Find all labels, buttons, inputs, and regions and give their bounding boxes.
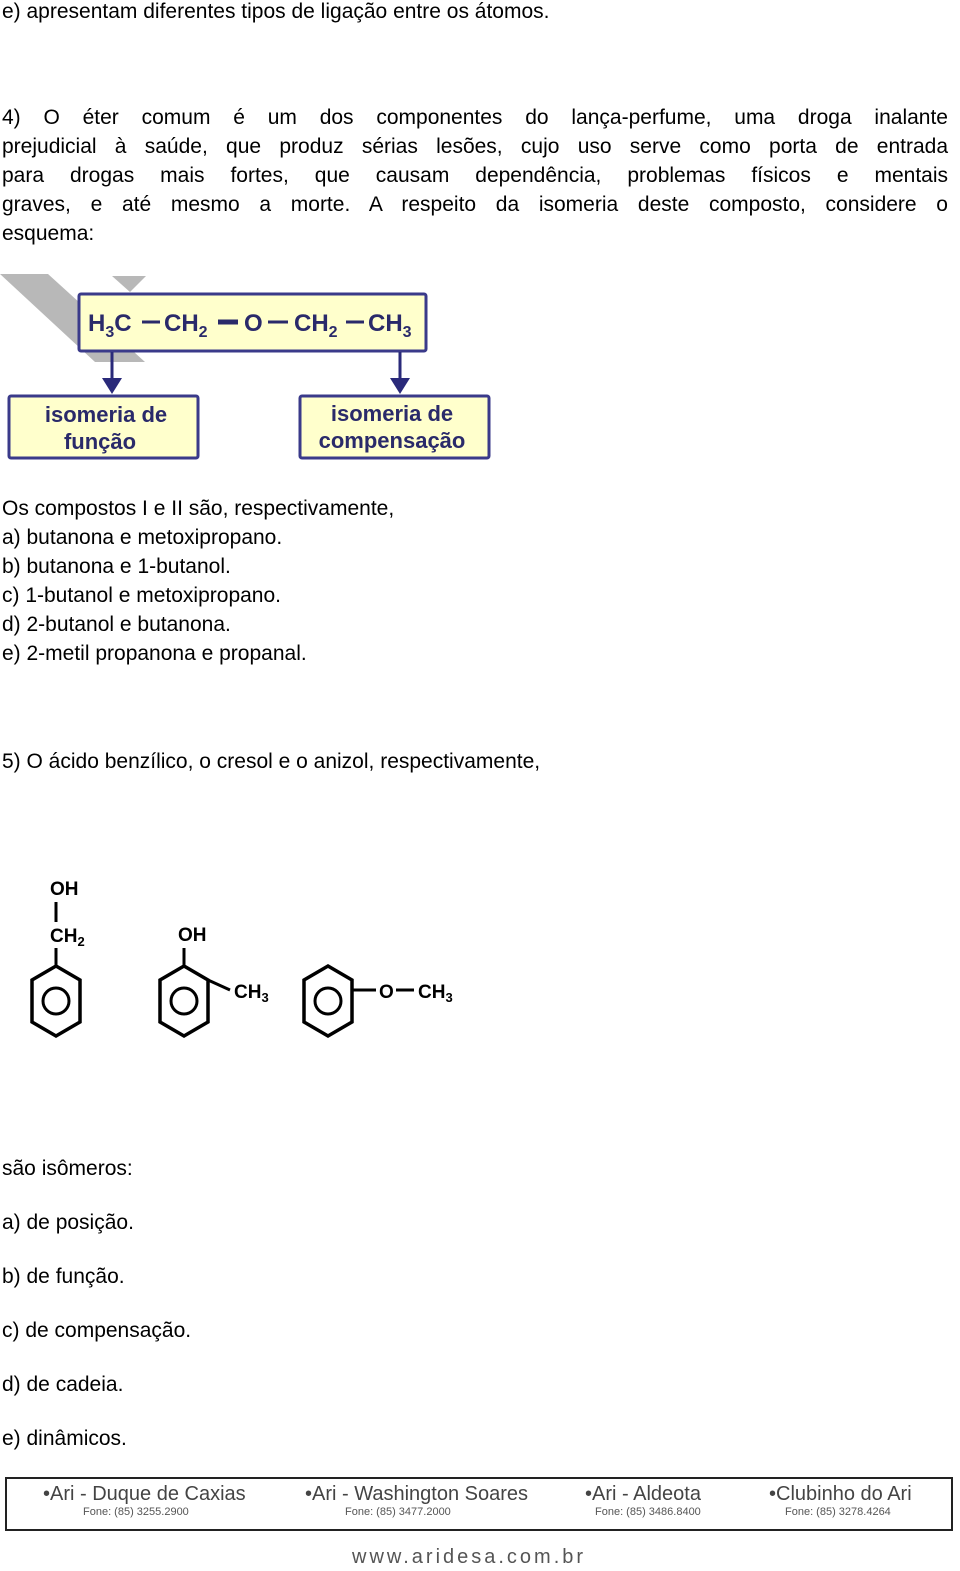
footer-unit-name: •Ari - Washington Soares bbox=[305, 1483, 529, 1505]
formula-ch2-a: $CH_2$ bbox=[164, 310, 208, 341]
footer-unit-phone: Fone: (85) 3278.4264 bbox=[785, 1506, 891, 1518]
isomerism-scheme bbox=[0, 272, 500, 467]
q4-option-c: c) 1-butanol e metoxipropano. bbox=[2, 584, 281, 607]
q4-option-a: a) butanona e metoxipropano. bbox=[2, 526, 283, 549]
s3-ch3-label: $CH_3$ bbox=[418, 982, 453, 1005]
footer-banner bbox=[5, 1477, 953, 1531]
footer-unit-duque-de-caxias bbox=[43, 1483, 246, 1518]
footer-unit-phone: Fone: (85) 3255.2900 bbox=[83, 1506, 189, 1518]
s2-ch3-label: $CH_3$ bbox=[234, 982, 269, 1005]
s2-ch3-bond bbox=[208, 980, 230, 990]
compensation-isomerism-line-1: isomeria de bbox=[330, 401, 454, 426]
q4-line-1: 4) O éter comum é um dos componentes do lança-perfume, uma droga inalante bbox=[2, 106, 948, 129]
formula-text: $H_3C$ bbox=[88, 310, 132, 341]
function-isomerism-line-1: isomeria de bbox=[44, 402, 168, 427]
decorative-chevron-small bbox=[112, 276, 146, 292]
footer-unit-name: •Ari - Aldeota bbox=[585, 1483, 701, 1505]
footer-unit-phone: Fone: (85) 3477.2000 bbox=[345, 1506, 451, 1518]
previous-option-e: e) apresentam diferentes tipos de ligação entre os átomos. bbox=[2, 0, 550, 23]
q4-option-d: d) 2-butanol e butanona. bbox=[2, 613, 231, 636]
formula-o: O bbox=[244, 310, 263, 337]
q5-prompt: são isômeros: bbox=[2, 1157, 133, 1180]
footer-unit-name: •Clubinho do Ari bbox=[769, 1483, 912, 1505]
q5-option-d: d) de cadeia. bbox=[2, 1373, 124, 1396]
formula-ch2-b: $CH_2$ bbox=[294, 310, 338, 341]
s1-ch2-label: $CH_2$ bbox=[50, 926, 85, 949]
q4-option-e: e) 2-metil propanona e propanal. bbox=[2, 642, 307, 665]
s3-benzene-circle bbox=[315, 988, 341, 1014]
s2-benzene-ring bbox=[160, 966, 208, 1036]
q5-option-c: c) de compensação. bbox=[2, 1319, 192, 1342]
s3-benzene-ring bbox=[304, 966, 352, 1036]
arrow-right-head bbox=[390, 378, 410, 394]
q5-structures bbox=[0, 872, 480, 1052]
q5-option-e: e) dinâmicos. bbox=[2, 1427, 127, 1450]
q4-prompt: Os compostos I e II são, respectivamente, bbox=[2, 497, 395, 520]
q5-option-a: a) de posição. bbox=[2, 1211, 134, 1234]
s1-benzene-circle bbox=[43, 988, 69, 1014]
q5-option-b: b) de função. bbox=[2, 1265, 125, 1288]
s2-benzene-circle bbox=[171, 988, 197, 1014]
q4-line-5: esquema: bbox=[2, 222, 95, 245]
footer-unit-clubinho bbox=[769, 1483, 912, 1518]
s2-oh-label: OH bbox=[178, 925, 207, 946]
s1-oh-label: OH bbox=[50, 879, 79, 900]
q5-stem: 5) O ácido benzílico, o cresol e o anizol, respectivamente, bbox=[2, 750, 541, 773]
function-isomerism-line-2: função bbox=[63, 429, 137, 454]
q4-option-b: b) butanona e 1-butanol. bbox=[2, 555, 231, 578]
q4-line-4: graves, e até mesmo a morte. A respeito da isomeria deste composto, considere o bbox=[2, 193, 948, 216]
footer-unit-name: •Ari - Duque de Caxias bbox=[43, 1483, 246, 1505]
formula-ch3: $CH_3$ bbox=[368, 310, 412, 341]
footer-website: www.aridesa.com.br bbox=[352, 1546, 587, 1568]
s1-benzene-ring bbox=[32, 966, 80, 1036]
compensation-isomerism-line-2: compensação bbox=[318, 428, 466, 453]
footer-unit-washington-soares bbox=[305, 1483, 528, 1518]
arrow-left-head bbox=[102, 378, 122, 394]
footer-unit-phone: Fone: (85) 3486.8400 bbox=[595, 1506, 701, 1518]
q4-line-3: para drogas mais fortes, que causam dependência, problemas físicos e mentais bbox=[2, 164, 948, 187]
q4-line-2: prejudicial à saúde, que produz sérias lesões, cujo uso serve como porta de entrada bbox=[2, 135, 948, 158]
footer-unit-aldeota bbox=[585, 1483, 701, 1518]
s3-o-label: O bbox=[379, 982, 394, 1003]
